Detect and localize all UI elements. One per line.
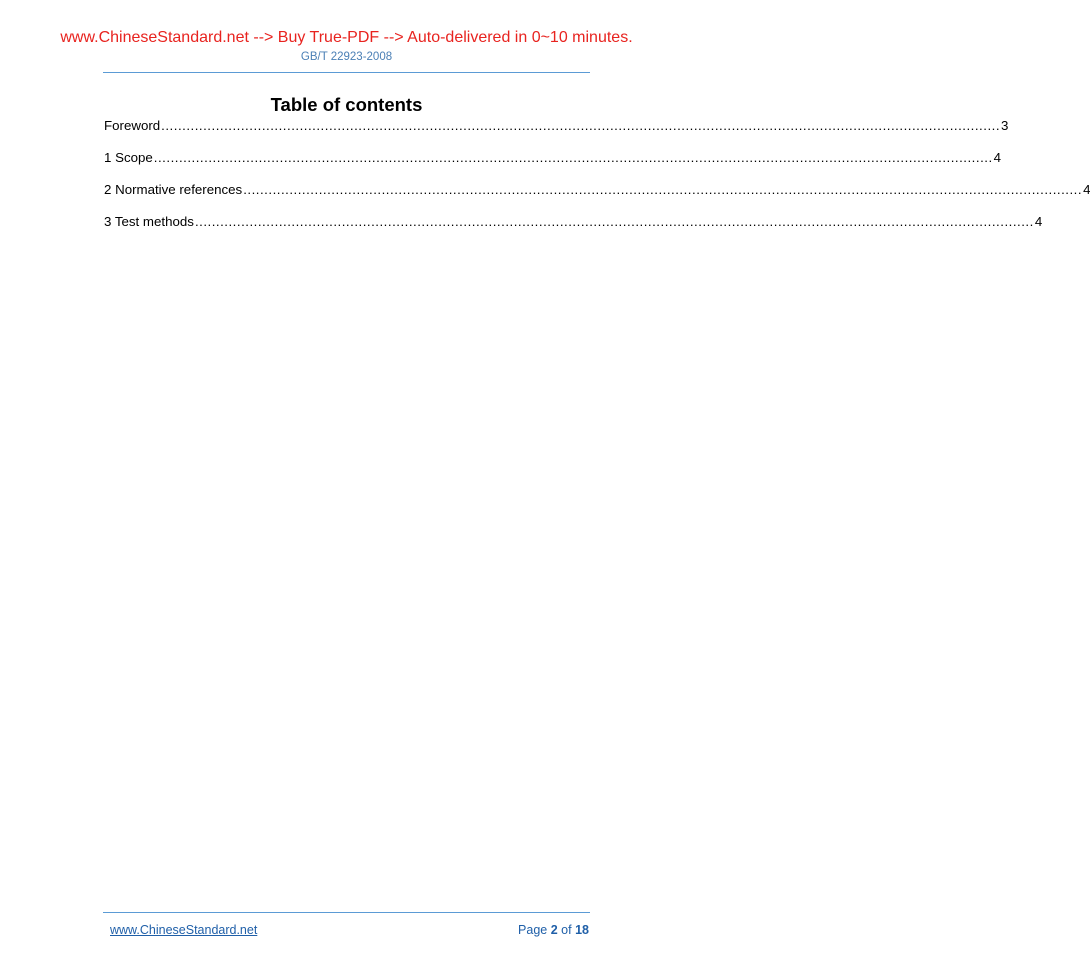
toc-entry-scope[interactable] <box>104 148 1002 168</box>
toc-leader: ........................................................................................................................................................................................................ <box>161 118 1001 133</box>
toc-leader: ........................................................................................................................................................................................................ <box>194 214 1034 229</box>
page-prefix: Page <box>518 923 548 937</box>
toc-title: Table of contents <box>270 94 423 115</box>
toc-leader: ........................................................................................................................................................................................................ <box>243 182 1083 197</box>
promo-banner[interactable] <box>0 28 693 48</box>
toc-entry-label: 3 Test methods <box>104 214 194 229</box>
toc-entry-label: 1 Scope <box>104 150 153 165</box>
page-total: 18 <box>575 923 589 937</box>
toc-leader: ........................................................................................................................................................................................................ <box>153 150 993 165</box>
page-indicator <box>518 922 589 938</box>
header-divider <box>103 72 590 73</box>
standard-code: GB/T 22923-2008 <box>300 51 393 63</box>
table-of-contents <box>104 116 1090 244</box>
toc-entry-test-methods[interactable] <box>104 212 1043 232</box>
footer-site-link[interactable]: www.ChineseStandard.net <box>110 923 258 937</box>
toc-entry-page: 3 <box>1001 118 1009 133</box>
toc-entry-label: 2 Normative references <box>104 182 243 197</box>
toc-entry-page: 4 <box>993 150 1002 165</box>
toc-entry-label: Foreword <box>104 118 161 133</box>
footer-divider <box>103 912 590 913</box>
page-separator: of <box>561 923 572 937</box>
toc-entry-page: 4 <box>1083 182 1090 197</box>
toc-entry-normative-references[interactable] <box>104 180 1090 200</box>
toc-entry-foreword[interactable] <box>104 116 1009 136</box>
toc-entry-page: 4 <box>1034 214 1043 229</box>
page-current: 2 <box>550 923 558 937</box>
promo-link[interactable]: www.ChineseStandard.net --> Buy True-PDF --> Auto-delivered in 0~10 minutes. <box>60 29 633 46</box>
